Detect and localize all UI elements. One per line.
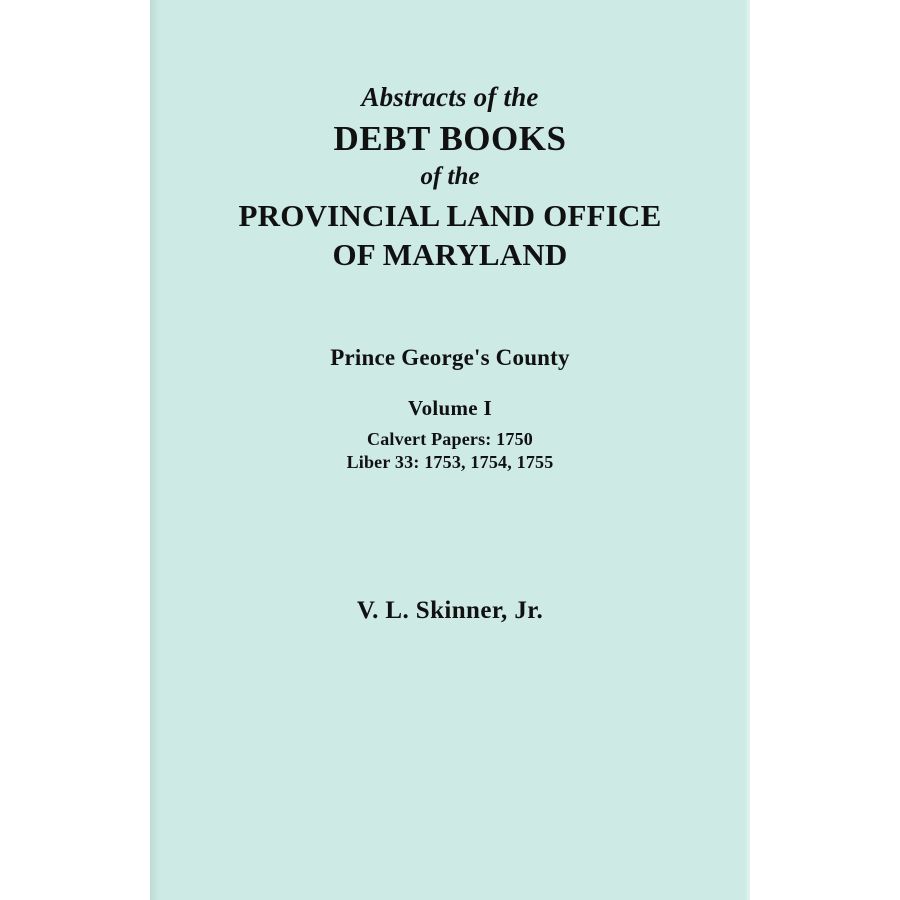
subtitle-county: Prince George's County bbox=[330, 345, 570, 370]
author-name: V. L. Skinner, Jr. bbox=[356, 597, 544, 624]
title-line-abstracts: Abstracts of the bbox=[361, 82, 539, 112]
title-line-debt-books: DEBT BOOKS bbox=[333, 119, 567, 159]
title-line-of-the: of the bbox=[420, 163, 480, 191]
book-cover bbox=[150, 0, 750, 900]
subtitle-calvert-papers: Calvert Papers: 1750 bbox=[367, 429, 533, 449]
book-title bbox=[150, 82, 750, 275]
subtitle-volume: Volume I bbox=[408, 396, 492, 420]
title-line-provincial-land-office: PROVINCIAL LAND OFFICE bbox=[238, 198, 662, 234]
title-line-of-maryland: OF MARYLAND bbox=[332, 237, 568, 273]
subtitle-liber: Liber 33: 1753, 1754, 1755 bbox=[346, 452, 554, 472]
